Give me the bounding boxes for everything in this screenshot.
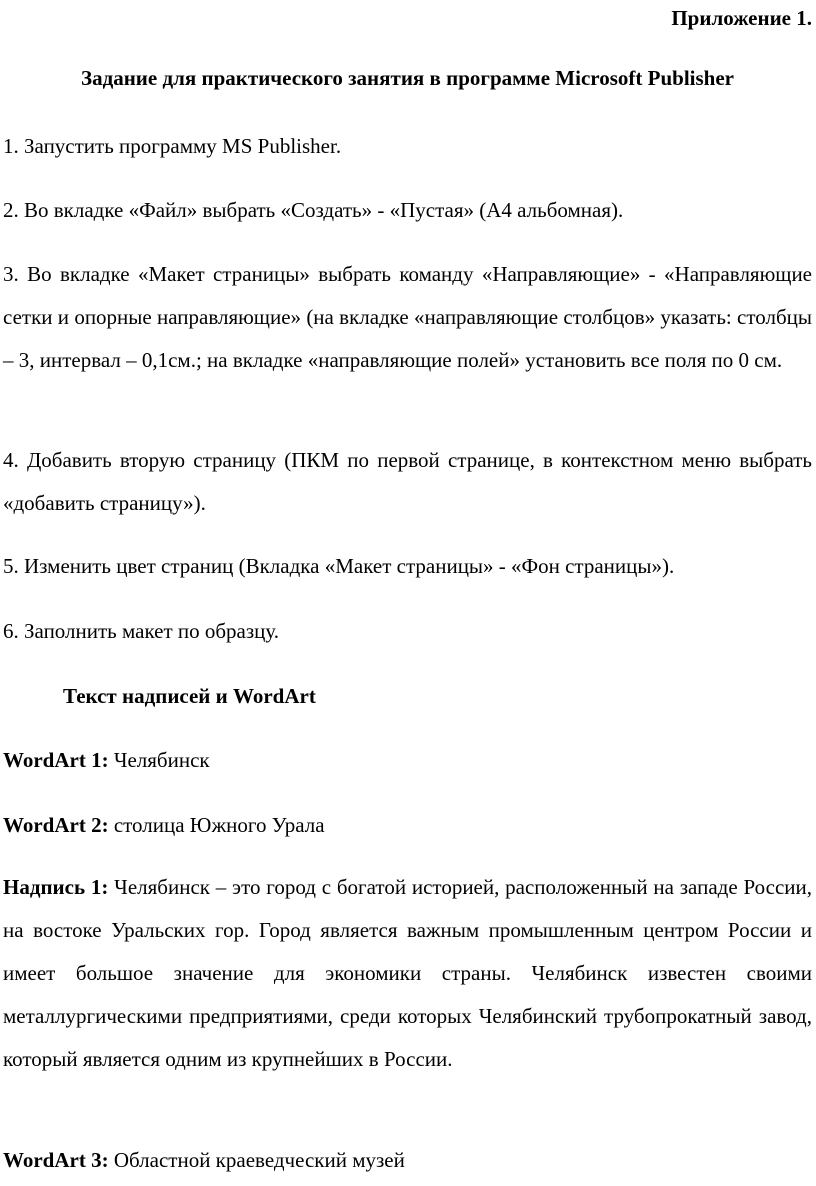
step-3: 3. Во вкладке «Макет страницы» выбрать команду «Направляющие» - «Направляющие сетки и опорные направляющие» (на вкладке «направляющие столбцов» указать: столбцы – 3, интервал – 0,1см.; на вкладке «направляющие полей» установить все поля по 0 см. — [3, 262, 812, 372]
appendix-label: Приложение 1. — [671, 6, 812, 30]
wordart-1 — [3, 746, 812, 774]
wordart-3-text: Областной краеведческий музей — [108, 1148, 405, 1172]
step-5: 5. Изменить цвет страниц (Вкладка «Макет страницы» - «Фон страницы»). — [3, 554, 675, 578]
wordart-2 — [3, 811, 812, 839]
wordart-2-label: WordArt 2: — [3, 813, 109, 837]
step-2: 2. Во вкладке «Файл» выбрать «Создать» - «Пустая» (А4 альбомная). — [3, 198, 624, 222]
wordart-2-text: столица Южного Урала — [108, 813, 325, 837]
wordart-3 — [3, 1146, 812, 1174]
caption-1-label: Надпись 1: — [3, 875, 109, 899]
caption-1 — [3, 866, 812, 1081]
caption-1-text: Челябинск – это город с богатой историей, расположенный на западе России, на востоке Уральских гор. Город является важным промышленным центром России и имеет большое значение для экономики страны. Челябинск известен своими металлургическими предприятиями, среди которых Челябинский трубопрокатный завод, который является одним из крупнейших в России. — [3, 875, 812, 1071]
step-6: 6. Заполнить макет по образцу. — [3, 619, 280, 643]
wordart-1-text: Челябинск — [108, 748, 210, 772]
wordart-1-label: WordArt 1: — [3, 748, 109, 772]
document-title: Задание для практического занятия в программе Microsoft Publisher — [81, 66, 734, 90]
step-4: 4. Добавить вторую страницу (ПКМ по первой странице, в контекстном меню выбрать «добавить страницу»). — [3, 448, 812, 515]
step-1: 1. Запустить программу MS Publisher. — [3, 134, 342, 158]
wordart-3-label: WordArt 3: — [3, 1148, 109, 1172]
texts-heading: Текст надписей и WordArt — [63, 684, 316, 708]
